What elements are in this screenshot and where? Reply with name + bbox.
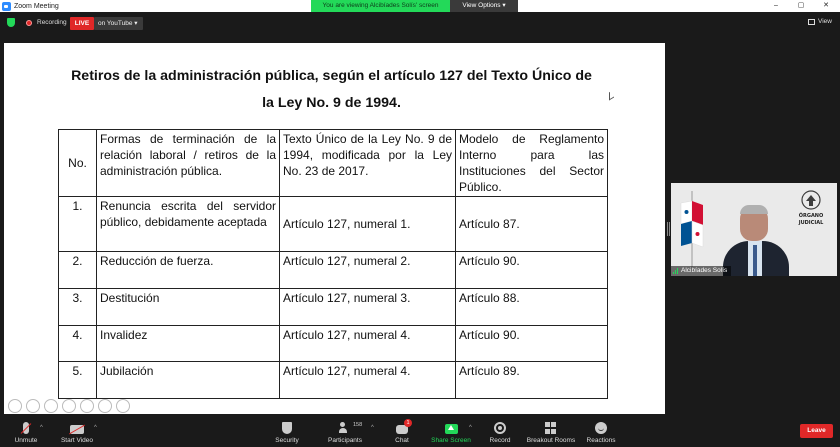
participants-button[interactable] [326, 416, 364, 447]
annotation-tools [8, 399, 130, 413]
document-title-line-1: Retiros de la administración pública, según el artículo 127 del Texto Único de [71, 68, 592, 84]
svg-text:JUDICIAL: JUDICIAL [798, 220, 824, 226]
participant-tie [753, 245, 757, 276]
shield-icon [282, 422, 292, 434]
back-icon[interactable] [8, 399, 22, 413]
record-icon [494, 422, 506, 434]
table-row [59, 362, 608, 399]
start-video-button[interactable] [57, 416, 97, 447]
security-label: Security [275, 437, 299, 444]
cell-ley: Artículo 127, numeral 2. [280, 252, 456, 289]
fit-icon[interactable] [62, 399, 76, 413]
shared-screen-document [4, 43, 665, 414]
chat-unread-badge: 1 [404, 419, 412, 427]
cell-forma: Jubilación [97, 362, 280, 399]
breakout-rooms-icon [545, 422, 557, 434]
participants-label: Participants [328, 437, 362, 444]
view-label: View [818, 18, 832, 25]
cell-no: 3. [59, 289, 97, 326]
cell-reglamento: Artículo 89. [456, 362, 608, 399]
start-video-label: Start Video [60, 437, 94, 444]
reactions-button[interactable] [586, 416, 616, 447]
leave-button[interactable]: Leave [800, 424, 833, 438]
minimize-button[interactable]: – [774, 2, 778, 9]
view-options-button[interactable]: View Options ▾ [450, 0, 518, 12]
more-icon[interactable] [116, 399, 130, 413]
participant-hair [740, 205, 768, 214]
meeting-status-bar [0, 12, 840, 35]
cell-forma: Reducción de fuerza. [97, 252, 280, 289]
participants-count: 158 [353, 422, 363, 428]
cell-ley: Artículo 127, numeral 4. [280, 362, 456, 399]
table-row [59, 326, 608, 362]
header-texto-unico: Texto Único de la Ley No. 9 de 1994, modificada por la Ley No. 23 de 2017. [280, 130, 456, 197]
share-screen-button[interactable] [430, 416, 472, 447]
retiros-table [58, 129, 608, 399]
share-screen-icon [445, 424, 458, 434]
document-title-line-2: la Ley No. 9 de 1994. [262, 95, 401, 111]
header-modelo-reglamento: Modelo de Reglamento Interno para las Instituciones del Sector Público. [456, 130, 608, 197]
participant-name: Alcibíades Solís [681, 267, 728, 274]
table-row [59, 197, 608, 252]
participant-video[interactable] [671, 183, 837, 276]
view-button[interactable] [808, 18, 832, 25]
participants-icon [339, 422, 351, 434]
share-options-chevron-icon[interactable]: ^ [469, 425, 472, 431]
zoom-in-icon[interactable] [80, 399, 94, 413]
gallery-grid-icon [808, 19, 815, 25]
rotate-icon[interactable] [44, 399, 58, 413]
reactions-label: Reactions [586, 437, 616, 444]
cell-reglamento: Artículo 87. [456, 197, 608, 252]
chat-label: Chat [395, 437, 409, 444]
cell-no: 2. [59, 252, 97, 289]
meeting-toolbar [0, 416, 840, 447]
header-no: No. [59, 130, 97, 197]
close-button[interactable]: ✕ [823, 2, 829, 9]
header-formas: Formas de terminación de la relación laboral / retiros de la administración pública. [97, 130, 280, 197]
cell-forma: Destitución [97, 289, 280, 326]
audio-options-chevron-icon[interactable]: ^ [40, 425, 43, 431]
smiley-icon [595, 422, 607, 434]
participants-chevron-icon[interactable]: ^ [371, 425, 374, 431]
table-row [59, 252, 608, 289]
breakout-rooms-button[interactable] [525, 416, 577, 447]
share-screen-label: Share Screen [431, 437, 471, 444]
viewing-banner-text: You are viewing Alcibíades Solís' screen [311, 0, 450, 12]
recording-label[interactable]: Recording [37, 19, 67, 26]
cell-forma: Renuncia escrita del servidor público, debidamente aceptada [97, 197, 280, 252]
microphone-muted-icon [23, 422, 29, 434]
camera-off-icon [70, 425, 84, 434]
cell-ley: Artículo 127, numeral 3. [280, 289, 456, 326]
organo-judicial-seal-icon [794, 189, 828, 227]
viewing-banner [311, 0, 518, 12]
cell-forma: Invalidez [97, 326, 280, 362]
maximize-button[interactable]: ▢ [797, 2, 805, 9]
youtube-stream-dropdown[interactable]: on YouTube ▾ [94, 17, 143, 30]
unmute-button[interactable] [10, 416, 42, 447]
table-header-row [59, 130, 608, 197]
zoom-out-icon[interactable] [98, 399, 112, 413]
cell-ley: Artículo 127, numeral 1. [280, 197, 456, 252]
zoom-logo-icon [2, 2, 11, 11]
forward-icon[interactable] [26, 399, 40, 413]
table-row [59, 289, 608, 326]
participant-name-tag [671, 266, 731, 276]
svg-text:ÓRGANO: ÓRGANO [798, 213, 824, 219]
record-label: Record [489, 437, 511, 444]
panama-flag-icon [679, 191, 705, 271]
panel-resize-handle[interactable] [667, 222, 670, 236]
cell-reglamento: Artículo 90. [456, 326, 608, 362]
video-options-chevron-icon[interactable]: ^ [94, 425, 97, 431]
cell-reglamento: Artículo 88. [456, 289, 608, 326]
cell-no: 5. [59, 362, 97, 399]
record-button[interactable] [488, 416, 512, 447]
live-badge[interactable]: LIVE [70, 17, 94, 30]
unmute-label: Unmute [14, 437, 38, 444]
cell-no: 4. [59, 326, 97, 362]
encryption-shield-icon[interactable] [7, 18, 15, 27]
connection-signal-icon [673, 268, 679, 274]
window-title: Zoom Meeting [14, 2, 59, 10]
title-bar [0, 0, 840, 12]
cell-no: 1. [59, 197, 97, 252]
document-title [4, 63, 659, 117]
security-button[interactable] [272, 416, 302, 447]
cell-reglamento: Artículo 90. [456, 252, 608, 289]
breakout-rooms-label: Breakout Rooms [526, 437, 576, 444]
cell-ley: Artículo 127, numeral 4. [280, 326, 456, 362]
recording-icon [26, 20, 32, 26]
